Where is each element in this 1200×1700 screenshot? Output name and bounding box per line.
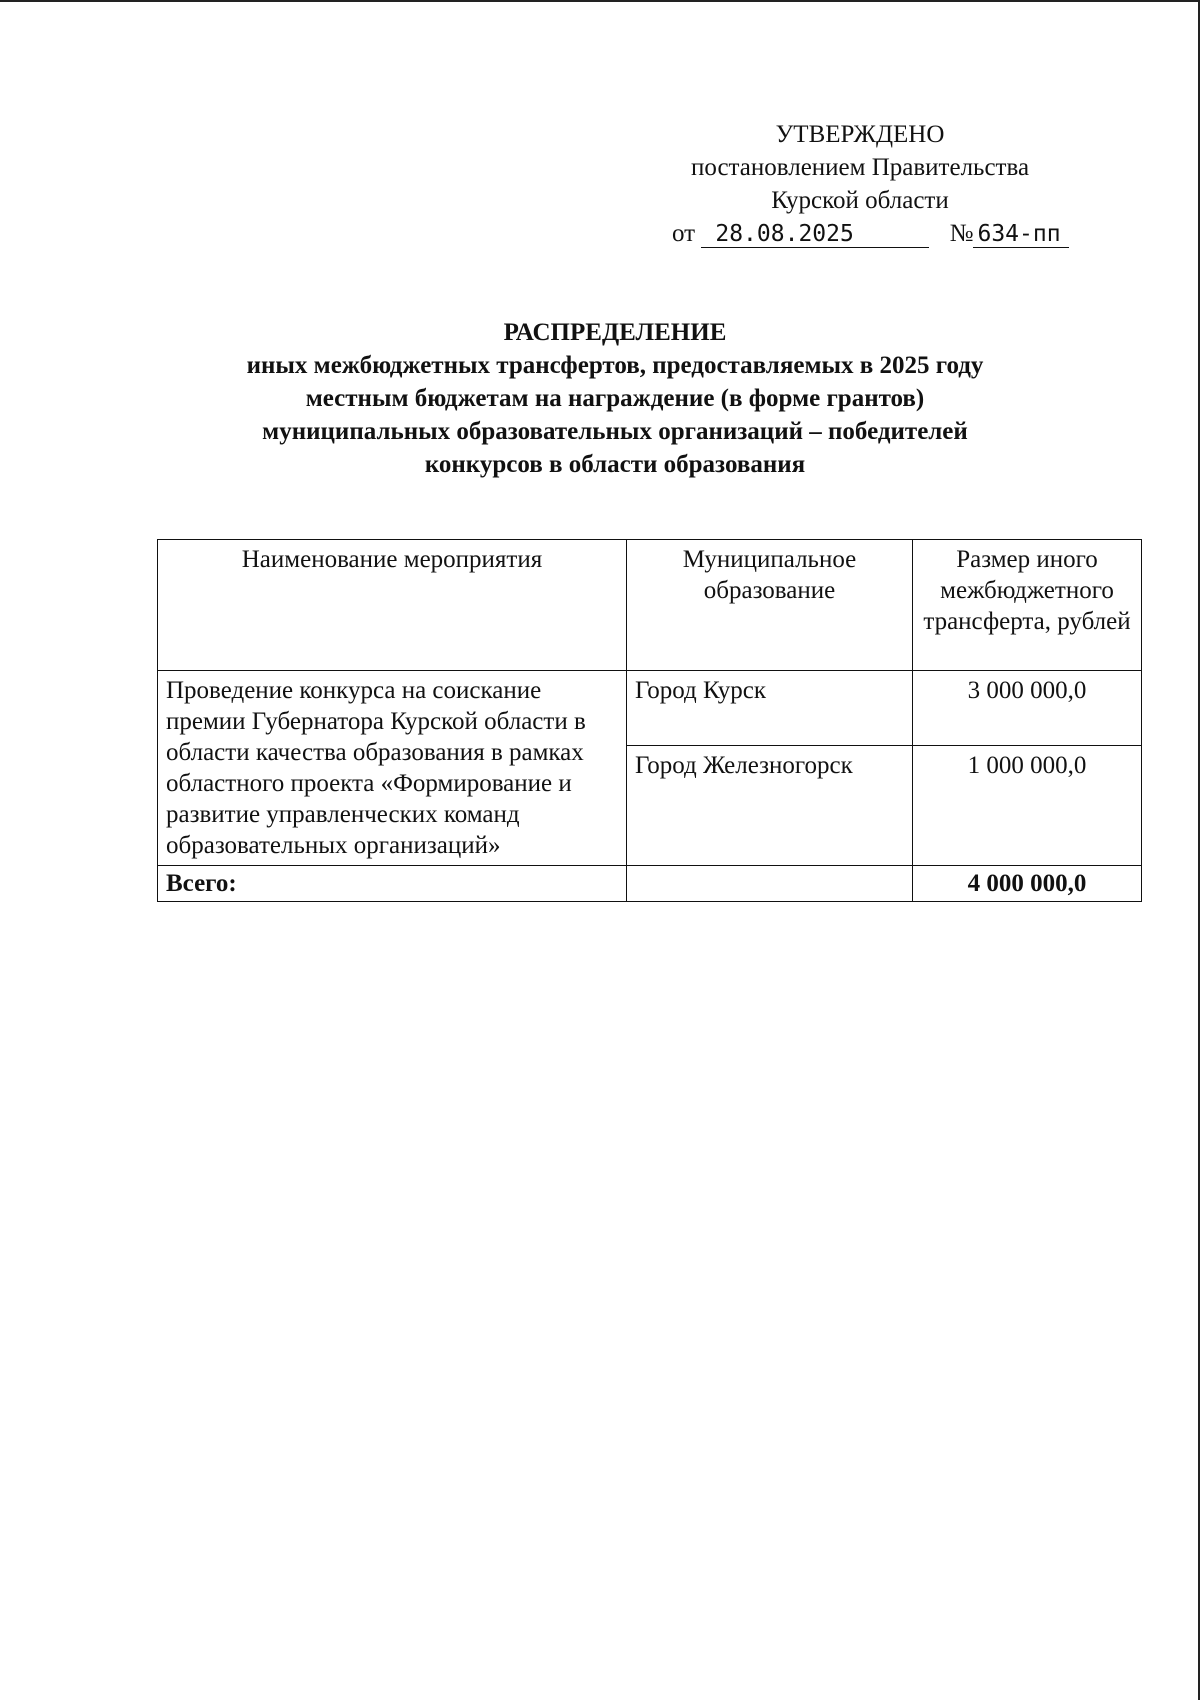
document-title <box>150 316 1080 481</box>
total-amount: 4 000 000,0 <box>913 866 1142 902</box>
total-municipality-cell <box>627 866 913 902</box>
title-line-3: муниципальных образовательных организаций – победителей <box>262 418 968 445</box>
table-header-row <box>158 540 1142 671</box>
approval-stamp-block <box>640 118 1080 250</box>
title-line-1: иных межбюджетных трансфертов, предоставляемых в 2025 году <box>246 352 984 379</box>
date-prefix: от <box>672 220 696 247</box>
approval-date-line <box>640 217 1080 250</box>
approval-line-region: Курской области <box>771 187 949 214</box>
total-label: Всего: <box>158 866 627 902</box>
header-municipality: Муниципальное образование <box>627 540 913 671</box>
table-row <box>158 671 1142 746</box>
scan-edge-top <box>0 0 1200 2</box>
table-total-row <box>158 866 1142 902</box>
number-prefix: № <box>949 220 974 247</box>
amount-cell: 1 000 000,0 <box>913 745 1142 865</box>
approval-heading: УТВЕРЖДЕНО <box>775 121 945 148</box>
title-line-2: местным бюджетам на награждение (в форме грантов) <box>305 385 925 412</box>
amount-cell: 3 000 000,0 <box>913 671 1142 746</box>
title-line-4: конкурсов в области образования <box>424 451 806 478</box>
approval-number: 634-пп <box>973 221 1069 248</box>
header-event-name: Наименование мероприятия <box>158 540 627 671</box>
distribution-table <box>157 539 1142 902</box>
approval-line-decree: постановлением Правительства <box>690 154 1030 181</box>
event-name-cell: Проведение конкурса на соискание премии Губернатора Курской области в области качества образования в рамках областного проекта «Формирование и развитие управленческих команд образовательных организаций» <box>158 671 627 866</box>
title-heading: РАСПРЕДЕЛЕНИЕ <box>503 319 727 346</box>
header-amount: Размер иного межбюджетного трансферта, рублей <box>913 540 1142 671</box>
municipality-cell: Город Курск <box>627 671 913 746</box>
municipality-cell: Город Железногорск <box>627 745 913 865</box>
approval-date: 28.08.2025 <box>701 221 929 248</box>
